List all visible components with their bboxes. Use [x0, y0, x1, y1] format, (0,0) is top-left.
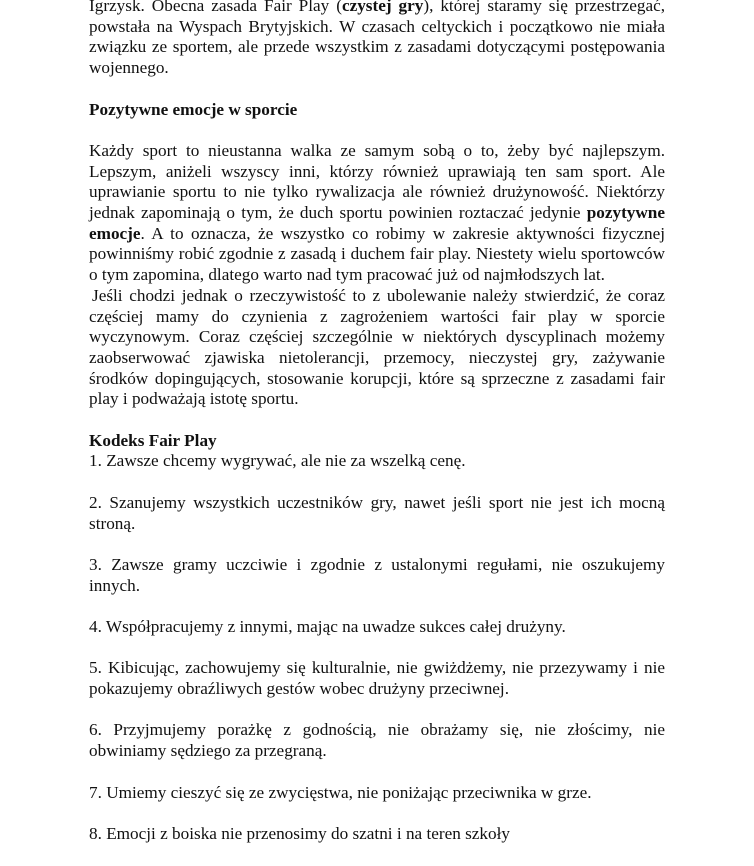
- code-item-8: 8. Emocji z boiska nie przenosimy do szatni i na teren szkoły: [89, 823, 510, 843]
- document-page: [89, 0, 665, 845]
- section-heading-code: Kodeks Fair Play: [89, 430, 217, 450]
- code-item-2: 2. Szanujemy wszystkich uczestników gry, nawet jeśli sport nie jest ich mocną stroną.: [89, 492, 665, 533]
- intro-paragraph: [89, 0, 665, 79]
- emotions-text-end: . A to oznacza, że wszystko co robimy w zakresie aktywności fizycznej powinniśmy robić zgodnie z zasadą i duchem fair play. Niestety wielu sportowców o tym zapomina, dlatego warto nad tym pracować już od najmłodszych lat.: [89, 223, 665, 285]
- spacer: [89, 120, 665, 141]
- emotions-paragraph-1: [89, 141, 665, 286]
- intro-text-start: Igrzysk. Obecna zasada Fair Play (: [89, 0, 342, 15]
- spacer: [89, 803, 665, 824]
- spacer: [89, 762, 665, 783]
- intro-text-end: ), której staramy się przestrzegać, powstała na Wyspach Brytyjskich. W czasach celtyckich i początkowo nie miała związku ze sportem, ale przede wszystkim z zasadami dotyczącymi postępowania wojennego.: [89, 0, 665, 78]
- code-item-6: 6. Przyjmujemy porażkę z godnością, nie obrażamy się, nie złościmy, nie obwiniamy sędziego za przegraną.: [89, 720, 665, 761]
- spacer: [89, 700, 665, 721]
- spacer: [89, 410, 665, 431]
- spacer: [89, 638, 665, 659]
- section-heading-emotions: Pozytywne emocje w sporcie: [89, 99, 298, 119]
- spacer: [89, 534, 665, 555]
- spacer: [89, 596, 665, 617]
- spacer: [89, 79, 665, 100]
- spacer: [89, 472, 665, 493]
- emotions-bold-term: pozytywne emocje: [89, 203, 665, 243]
- code-item-3: 3. Zawsze gramy uczciwie i zgodnie z ustalonymi regułami, nie oszukujemy innych.: [89, 554, 665, 595]
- emotions-paragraph-2: Jeśli chodzi jednak o rzeczywistość to z ubolewanie należy stwierdzić, że coraz częściej mamy do czynienia z zagrożeniem wartości fair play w sporcie wyczynowym. Coraz częściej szczególnie w niektórych dyscyplinach możemy zaobserwować zjawiska nietolerancji, przemocy, nieczystej gry, zażywanie środków dopingujących, stosowanie korupcji, które są sprzeczne z zasadami fair play i podważają istotę sportu.: [89, 285, 665, 409]
- code-item-7: 7. Umiemy cieszyć się ze zwycięstwa, nie poniżając przeciwnika w grze.: [89, 782, 592, 802]
- intro-bold-term: czystej gry: [341, 0, 424, 15]
- code-item-1: 1. Zawsze chcemy wygrywać, ale nie za wszelką cenę.: [89, 451, 466, 471]
- emotions-text-start: Każdy sport to nieustanna walka ze samym sobą o to, żeby być najlepszym. Lepszym, aniżeli wszyscy inni, którzy również uprawiają ten sam sport. Ale uprawianie sportu to nie tylko rywalizacja ale również drużynowość. Niektórzy jednak zapominają o tym, że duch sportu powinien roztaczać jedynie: [89, 140, 665, 222]
- code-item-4: 4. Współpracujemy z innymi, mając na uwadze sukces całej drużyny.: [89, 617, 566, 636]
- code-item-5: 5. Kibicując, zachowujemy się kulturalnie, nie gwiżdżemy, nie przezywamy i nie pokazujemy obraźliwych gestów wobec drużyny przeciwnej.: [89, 658, 665, 699]
